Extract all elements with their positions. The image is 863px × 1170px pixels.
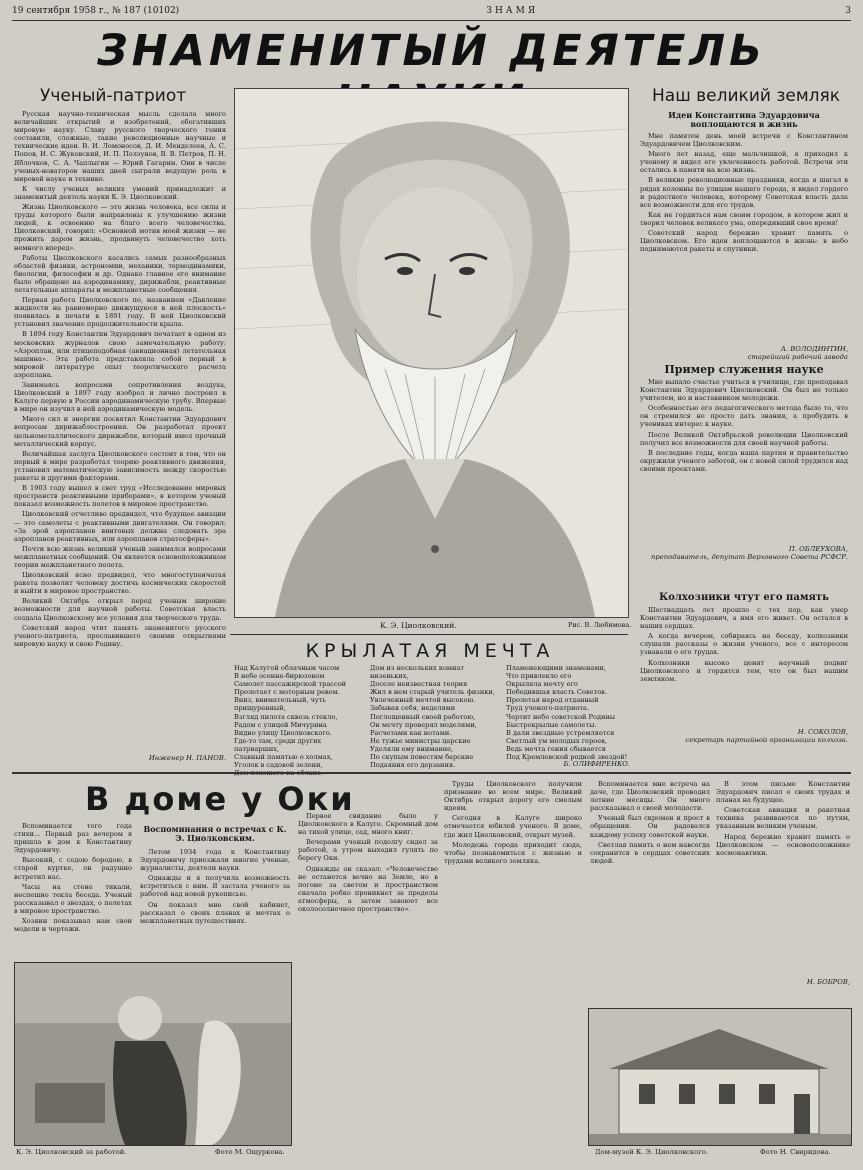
poem-line: Подаяния его дерзания. (370, 761, 456, 770)
example-signature: П. ОБЛЕУХОВА, преподаватель, депутат Верховного Совета РСФСР. (651, 545, 848, 561)
section2-lead-paragraph: Вспоминается того года стихи... Первый раз вечером я пришла в дом к Константину Эдуардовичу. (14, 822, 132, 855)
section2-title: В доме у Оки (85, 780, 355, 818)
left-article-paragraph: Жизнь Циолковского — это жизнь человека, все силы и труды которого были направлены к улучшению жизни людей, к освоению на благо всего человечества. Циолковский, говорил: «Основной мотив моей жизни — не прожить даром жизнь, продвинуть человечество хоть немного вперед». (14, 203, 226, 252)
page-headline: ЗНАМЕНИТЫЙ ДЕЯТЕЛЬ (97, 26, 766, 76)
portrait-caption: К. Э. Циолковский. (380, 621, 457, 630)
poem-line: Уделяли ему внимание, (370, 744, 454, 753)
portrait-drawing (234, 88, 629, 618)
poem-line: Славный памятью о холмах, (234, 753, 333, 762)
example-paragraph: После Великой Октябрьской революции Циолковский получил все возможности для своей научной работы. (640, 430, 848, 447)
poem-line: Что привлекло его (506, 672, 572, 681)
right-article-paragraph: Как не гордиться нам своим городом, в котором жил и творил человек великого ума, опередивший свое время! (640, 210, 848, 227)
section2-lead-paragraph: Часы на стене тикали, неспешно текла беседа. Ученый рассказывал о звездах, о полетах в мировое пространство. (14, 882, 132, 915)
poem-title: КРЫЛАТАЯ МЕЧТА (305, 640, 555, 662)
poem-column-3 (506, 664, 630, 761)
right-article-body (640, 108, 848, 343)
section2-lead-paragraph: Высокий, с седою бородою, в старой куртке, он радушно встретил нас. (14, 856, 132, 881)
example-paragraph: В последние годы, когда наша партия и правительство окружили ученого заботой, он с новой силой трудился над своими проектами. (640, 448, 848, 473)
kolkhoz-body (640, 606, 848, 724)
right-article-paragraph: Мне памятен день моей встречи с Константином Эдуардовичем Циолковским. (640, 132, 848, 149)
left-article-paragraph: В 1894 году Константин Эдуардович печатает в одном из московских журналов свою замечательную работу: «Аэроплан, или птицеподобная (авиационная) летательная машина». Эта работа представляла собой первый в мировой литературе опыт теоретического расчета аэроплана. (14, 330, 226, 379)
left-article-paragraph: Почти всю жизнь великий ученый занимался вопросами межпланетных сообщений. Он является основоположником теории межпланетного полета. (14, 544, 226, 569)
kolkhoz-signature: Н. СОКОЛОВ, секретарь партийной организации колхоза. (685, 728, 848, 744)
example-title: Пример служения науке (664, 363, 824, 376)
left-article-paragraph: К числу ученых великих умений принадлежит и знаменитый деятель науки К. Э. Циолковский. (14, 184, 226, 201)
section2-col3-paragraph: Первое свидание было у Циолковского в Калуге. Скромный дом на тихой улице, сад, много книг. (298, 812, 438, 837)
poem-line: Труд ученого-патриота. (506, 704, 590, 713)
poem-line: Где-то там, среди других патриарших, (234, 736, 322, 753)
section2-col6-paragraph: Советская авиация и ракетная техника развиваются по путям, указанным великим ученым. (716, 806, 850, 831)
poem-line: Жил в нем старый учитель физики, (370, 688, 495, 697)
right-signature: А. ВОЛОДИНТИН, старейший рабочий завода (747, 345, 848, 361)
left-article-title: Ученый-патриот (40, 86, 187, 106)
memoir-title: Воспоминания о встречах с К. Э. Циолковским. (143, 824, 287, 843)
photo-left-caption: К. Э. Циолковский за работой. (16, 1148, 127, 1156)
poem-line: В небе осенне-бирюзовом (234, 672, 325, 681)
section2-col4-paragraph: Сегодня в Калуге широко отмечается юбилей ученого. В доме, где жил Циолковский, открыт музей. (444, 814, 582, 839)
poem-line: Он мечту проверял моделями, (370, 720, 477, 729)
right-article-subtitle: Идеи Константина Эдуардовича воплощаются в жизнь (668, 110, 820, 129)
left-article-paragraph: Великий Октябрь открыл перед ученым широкие возможности для научной работы. Советская власть создала Циолковскому все условия для творческого труда. (14, 597, 226, 622)
memoir-paragraph: Он показал мне свой кабинет, рассказал о своих планах и мечтах о межпланетных путешествиях. (140, 900, 290, 925)
poem-column-1 (234, 664, 364, 777)
poem-line: Не тужье министры царские (370, 736, 471, 745)
poem-line: Взгляд пилота сквозь стекло, (234, 712, 338, 721)
section-divider (12, 772, 851, 774)
right-article-paragraph: Советский народ бережно хранит память о Циолковском. Его идеи воплощаются в жизнь: в небо поднимаются ракеты и спутники. (640, 229, 848, 254)
section2-col4-paragraph: Труды Циолковского получили признание во всем мире. Великий Октябрь открыл дорогу его смелым идеям. (444, 780, 582, 813)
photo-left-credit: Фото М. Ощуркова. (215, 1148, 285, 1156)
example-paragraph: Мне выпало счастье учиться в училище, где преподавал Константин Эдуардович Циолковский. Он был не только учителем, но и наставником молодежи. (640, 378, 848, 403)
left-article-paragraph: Величайшая заслуга Циолковского состоит в том, что он первый в мире разработал теорию реактивного движения, установил математическую зависимость между скоростью ракеты и другими факторами. (14, 449, 226, 483)
kolkhoz-title: Колхозники чтут его память (659, 592, 829, 603)
right-article-paragraph: В великие революционные праздники, когда я шагал в рядах колонны по улицам нашего города, я видел гордого и радостного человека, которому Советская власть дала все возможности для его трудов. (640, 176, 848, 209)
header-line (12, 6, 851, 21)
poem-line: По скупым повестям барские (370, 753, 474, 762)
right-article-title: Наш великий земляк (652, 86, 841, 106)
left-article-paragraph: Занимаясь вопросами сопротивления воздуха, Циолковский в 1897 году изобрел и лично построил в Калуге первую в России аэродинамическую трубу. Впервые в мире он изучил в ней аэродинамическую модель. (14, 381, 226, 414)
left-article-body (14, 110, 226, 750)
poem-line: Победившая власть Советов. (506, 688, 607, 697)
poem-signature: Б. ОЛИФИРЕНКО. (563, 760, 630, 768)
poem-line: Радом с улицей Мичурина (234, 720, 327, 729)
section2-col3-paragraph: Однажды он сказал: «Человечество не останется вечно на Земле, но в погоне за светом и пространством сначала робко проникнет за пределы атмосферы, а затем завоюет все околосолнечное пространство». (298, 864, 438, 914)
poem-line: Чертит небо советской Родины (506, 712, 616, 721)
issue-date: 19 сентября 1958 г., № 187 (10102) (12, 6, 180, 16)
section2-lead (14, 822, 132, 954)
kolkhoz-paragraph: Шестнадцать лет прошло с тех пор, как умер Константин Эдуардович, а имя его живет. Он остался в наших сердцах. (640, 606, 848, 631)
poem-line: Быстрокрылые самолеты. (506, 720, 597, 729)
kolkhoz-paragraph: Колхозники высоко ценят научный подвиг Циолковского и гордятся тем, что он был нашим земляком. (640, 658, 848, 683)
poem-line: Ведь мечта гения сбывается (506, 744, 606, 753)
kolkhoz-paragraph: А когда вечером, собираясь на беседу, колхозники слушали рассказы о жизни ученого, все с интересом узнавали о его трудах. (640, 632, 848, 657)
poem-line: Поглощенный своей работою, (370, 712, 476, 721)
right-article-paragraph: Много лет назад, еще мальчишкой, я приходил к ученому и видел его увлеченность работой. Встречи эти остались в памяти на всю жизнь. (640, 150, 848, 175)
section2-column-3 (298, 812, 438, 1158)
example-paragraph: Особенностью его педагогического метода было то, что он стремился не просто дать знания, а пробудить в учениках интерес к науке. (640, 404, 848, 429)
section2-column-4 (444, 780, 582, 1158)
left-article-paragraph: Первая работа Циолковского по, названием «Давление жидкости на равномерно движущуюся в ней плоскость» появилась в печати в 1891 году. В ней Циолковский установил значение продолжительности крыла. (14, 296, 226, 329)
section2-column-6 (716, 780, 850, 972)
left-article-paragraph: Циолковский отчетливо предвидел, что будущее авиации — это самолеты с реактивными двигателями. Он говорил: «За эрой аэропланов винтовых должна следовать эра аэропланов реактивных, или аэропланов стратосферы». (14, 510, 226, 543)
left-article-paragraph: Советский народ чтит память знаменитого русского ученого-патриота, прославившего своими открытиями мировую науку и свою Родину. (14, 623, 226, 648)
left-article-paragraph: Русская научно-техническая мысль сделала много величайших открытий и изобретений, обогативших мировую науку. Славу русского творческого гения составили, сложные, такие революционные научные и технические идеи. В. И. Ломоносов, Д. И. Менделеев, А. С. Попов, И. С. Жуковский, И. П. Ползунов, В. В. Петров, П. Н. Яблочков, С. А. Чаплыгин — Юрий Гагарин. Они в числе ученых-новаторов наших дней сыграли ведущую роль в мировой науке и технике. (14, 110, 226, 183)
section2-col5-paragraph: Светлая память о нем навсегда сохранится в сердцах советских людей. (590, 840, 710, 865)
photo-right-credit: Фото Н. Свиридова. (760, 1148, 831, 1156)
page-number: 3 (845, 6, 851, 16)
paper-name: ЗНАМЯ (486, 6, 539, 16)
left-article-paragraph: Работы Циолковского касались самых разнообразных областей физики, астрономии, механики, термодинамики, биологии, философии и др. Однако главное его внимание было обращено на аэродинамику, дирижабли, реактивные летательные аппараты и межпланетные сообщения. (14, 253, 226, 294)
poem-column-2 (370, 664, 500, 769)
left-article-signature: Инженер Н. ПАНОВ. (148, 754, 226, 762)
photo-at-work (14, 962, 292, 1146)
poem-line: Под Кремлевской родной звездой! (506, 753, 628, 762)
poem-line: Над Калугой облачным часом (234, 664, 340, 672)
left-article-paragraph: Циолковский ясно предвидел, что многоступенчатая ракета позволит человеку достичь космических скоростей и выйти в мировое пространство. (14, 571, 226, 596)
section2-col4-paragraph: Молодежь города приходит сюда, чтобы познакомиться с жизнью и трудами великого земляка. (444, 840, 582, 865)
section2-signature: Н. БОБРОВ, (806, 978, 850, 986)
poem-line: Окрыляла мечту его (506, 680, 578, 689)
poem-line: Забывая себя, неделями (370, 704, 456, 713)
photo-house-image (589, 1009, 851, 1145)
section2-column-5 (590, 780, 710, 1002)
photo-scientist-image (15, 963, 291, 1145)
poem-line: Самолет пассажирской трассой (234, 680, 347, 689)
poem-line: Дом из нескольких комнат низеньких, (370, 664, 465, 681)
left-article-paragraph: Много сил и энергии посвятил Константин Эдуардович вопросам дирижаблестроения. Он разработал проект цельнометаллического дирижабля, который имел прочный металлический корпус. (14, 415, 226, 448)
section2-col5-paragraph: Ученый был скромен и прост в обращении. Он радовался каждому успеху советской науки. (590, 814, 710, 839)
poem-line: Светлый ум молодых героев, (506, 736, 607, 745)
poem-line: Пролетает с моторным ревом. (234, 688, 340, 697)
memoir-body (140, 848, 290, 954)
section2-col6-paragraph: В этом письме Константин Эдуардович писал о своих трудах и планах на будущее. (716, 780, 850, 805)
example-body (640, 378, 848, 542)
poem-divider (230, 634, 628, 635)
poem-line: Вниз, внимательный, чуть прищуренный, (234, 696, 327, 713)
portrait-credit: Рис. В. Любимова. (568, 621, 632, 629)
poem-line: Видно улицу Циолковского. (234, 728, 332, 737)
poem-line: Пролетая народ отданный (506, 696, 599, 705)
section2-lead-paragraph: Хозяин показывал нам свои модели и чертежи. (14, 917, 132, 934)
poem-line: Расчетами как нотами. (370, 728, 452, 737)
section2-col3-paragraph: Вечерами ученый подолгу сидел за работой, а утром выходил гулять по берегу Оки. (298, 838, 438, 863)
photo-right-caption: Дом-музей К. Э. Циолковского. (595, 1148, 709, 1156)
poem-line: Доселе неизвестная теория (370, 680, 468, 689)
memoir-paragraph: Летом 1934 года к Константину Эдуардовичу приезжали многие ученые, журналисты, деятели науки. (140, 848, 290, 873)
poem-line: Уголок в садовой зелени, (234, 761, 323, 770)
portrait-illustration (235, 89, 628, 617)
section2-col5-paragraph: Вспоминается мне встреча на даче, где Циолковский проводил летние месяцы. Он много рассказывал о своей молодости. (590, 780, 710, 813)
poem-line: Увлеченный мечтой высокою. (370, 696, 476, 705)
section2-col6-paragraph: Народ бережно хранит память о Циолковском — основоположнике космонавтики. (716, 832, 850, 857)
left-article-paragraph: В 1903 году вышел в свет труд «Исследование мировых пространств реактивными приборами», в котором ученый показал возможность полетов в мировое пространство. (14, 484, 226, 509)
poem-line: В дали звездные устремляется (506, 728, 615, 737)
poem-line: Пламенеющими знаменами, (506, 664, 606, 672)
memoir-paragraph: Однажды и я получила возможность встретиться с ним. Я застала ученого за работой над новой рукописью. (140, 874, 290, 899)
photo-house-museum (588, 1008, 852, 1146)
